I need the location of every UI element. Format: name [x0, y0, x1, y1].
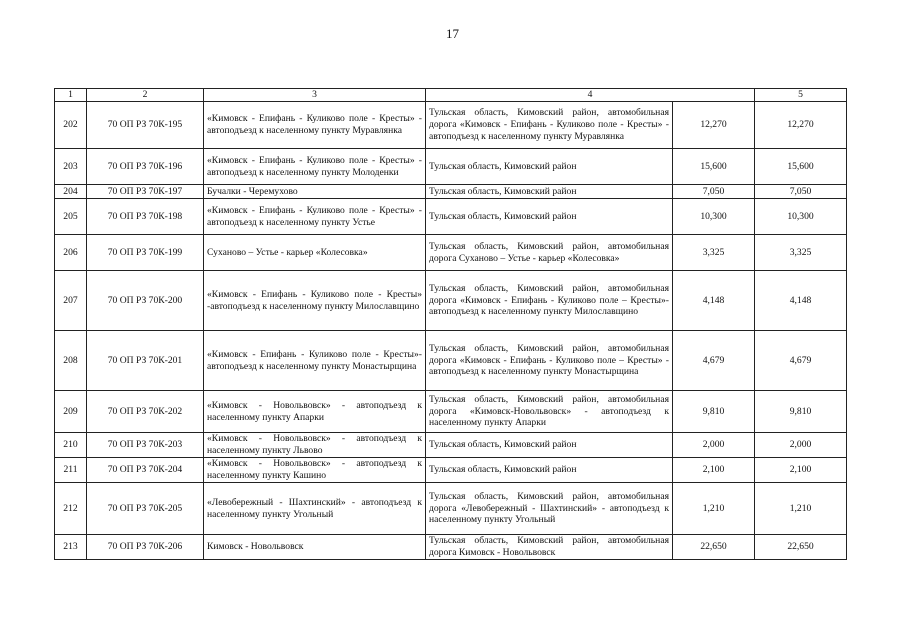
road-id: 70 ОП РЗ 70К-204 [87, 458, 204, 483]
column-header-4: 4 [426, 89, 755, 102]
road-name: «Кимовск - Епифань - Куликово поле - Кресты» - автоподъезд к населенному пункту Молоденки [204, 149, 426, 185]
row-number: 213 [55, 535, 87, 560]
column-header-3: 3 [204, 89, 426, 102]
road-id: 70 ОП РЗ 70К-198 [87, 199, 204, 235]
table-row [55, 535, 847, 560]
road-name: «Кимовск - Епифань - Куликово поле - Кресты» -автоподъезд к населенному пункту Милославщино [204, 271, 426, 331]
road-id: 70 ОП РЗ 70К-203 [87, 433, 204, 458]
road-id: 70 ОП РЗ 70К-202 [87, 391, 204, 433]
row-number: 203 [55, 149, 87, 185]
road-length: 3,325 [673, 235, 755, 271]
road-length: 2,000 [673, 433, 755, 458]
road-length: 1,210 [673, 483, 755, 535]
road-length-total: 3,325 [755, 235, 847, 271]
road-length: 12,270 [673, 102, 755, 149]
row-number: 211 [55, 458, 87, 483]
road-length-total: 9,810 [755, 391, 847, 433]
road-location: Тульская область, Кимовский район, автомобильная дорога «Кимовск - Епифань - Куликово поле - Кресты» - автоподъезд к населенному пункту Муравлянка [426, 102, 673, 149]
road-length-total: 7,050 [755, 185, 847, 199]
road-length-total: 10,300 [755, 199, 847, 235]
table-row [55, 458, 847, 483]
road-length: 2,100 [673, 458, 755, 483]
road-id: 70 ОП РЗ 70К-199 [87, 235, 204, 271]
road-id: 70 ОП РЗ 70К-195 [87, 102, 204, 149]
road-name: «Кимовск - Новольвовск» - автоподъезд к населенному пункту Апарки [204, 391, 426, 433]
row-number: 206 [55, 235, 87, 271]
table-row [55, 391, 847, 433]
road-name: Бучалки - Черемухово [204, 185, 426, 199]
road-id: 70 ОП РЗ 70К-197 [87, 185, 204, 199]
row-number: 204 [55, 185, 87, 199]
road-location: Тульская область, Кимовский район [426, 185, 673, 199]
row-number: 208 [55, 331, 87, 391]
road-name: «Кимовск - Новольвовск» - автоподъезд к населенному пункту Кашино [204, 458, 426, 483]
road-location: Тульская область, Кимовский район [426, 458, 673, 483]
table-row [55, 149, 847, 185]
road-length-total: 12,270 [755, 102, 847, 149]
column-header-1: 1 [55, 89, 87, 102]
road-id: 70 ОП РЗ 70К-200 [87, 271, 204, 331]
road-name: «Левобережный - Шахтинский» - автоподъезд к населенному пункту Угольный [204, 483, 426, 535]
road-name: «Кимовск - Епифань - Куликово поле - Кресты»-автоподъезд к населенному пункту Монастырщина [204, 331, 426, 391]
table-row [55, 483, 847, 535]
road-length-total: 4,148 [755, 271, 847, 331]
table-row [55, 235, 847, 271]
road-length: 4,148 [673, 271, 755, 331]
row-number: 202 [55, 102, 87, 149]
row-number: 212 [55, 483, 87, 535]
road-length: 10,300 [673, 199, 755, 235]
road-length-total: 2,000 [755, 433, 847, 458]
road-name: Кимовск - Новольвовск [204, 535, 426, 560]
table-row [55, 331, 847, 391]
page-number: 17 [446, 26, 459, 41]
table-row [55, 433, 847, 458]
column-header-5: 5 [755, 89, 847, 102]
row-number: 205 [55, 199, 87, 235]
table-row [55, 271, 847, 331]
road-length-total: 4,679 [755, 331, 847, 391]
road-location: Тульская область, Кимовский район [426, 149, 673, 185]
road-id: 70 ОП РЗ 70К-206 [87, 535, 204, 560]
road-location: Тульская область, Кимовский район, автомобильная дорога «Кимовск-Новольвовск» - автоподъезд к населенному пункту Апарки [426, 391, 673, 433]
road-name: «Кимовск - Новольвовск» - автоподъезд к населенному пункту Львово [204, 433, 426, 458]
row-number: 209 [55, 391, 87, 433]
roads-registry-table [54, 88, 847, 560]
road-id: 70 ОП РЗ 70К-201 [87, 331, 204, 391]
road-length: 4,679 [673, 331, 755, 391]
table-row [55, 102, 847, 149]
road-id: 70 ОП РЗ 70К-196 [87, 149, 204, 185]
column-header-2: 2 [87, 89, 204, 102]
road-length: 15,600 [673, 149, 755, 185]
road-length-total: 22,650 [755, 535, 847, 560]
road-name: Суханово – Устье - карьер «Колесовка» [204, 235, 426, 271]
road-location: Тульская область, Кимовский район, автомобильная дорога Суханово – Устье - карьер «Колесовка» [426, 235, 673, 271]
road-length: 7,050 [673, 185, 755, 199]
row-number: 207 [55, 271, 87, 331]
road-name: «Кимовск - Епифань - Куликово поле - Кресты» - автоподъезд к населенному пункту Устье [204, 199, 426, 235]
table-row [55, 185, 847, 199]
road-length: 9,810 [673, 391, 755, 433]
road-location: Тульская область, Кимовский район, автомобильная дорога «Левобережный - Шахтинский» - автоподъезд к населенному пункту Угольный [426, 483, 673, 535]
road-location: Тульская область, Кимовский район, автомобильная дорога «Кимовск - Епифань - Куликово поле – Кресты» - автоподъезд к населенному пункту Монастырщина [426, 331, 673, 391]
road-id: 70 ОП РЗ 70К-205 [87, 483, 204, 535]
road-location: Тульская область, Кимовский район [426, 433, 673, 458]
road-name: «Кимовск - Епифань - Куликово поле - Кресты» - автоподъезд к населенному пункту Муравлянка [204, 102, 426, 149]
table-row [55, 199, 847, 235]
table-header-row [55, 89, 847, 102]
road-length-total: 2,100 [755, 458, 847, 483]
row-number: 210 [55, 433, 87, 458]
road-length-total: 1,210 [755, 483, 847, 535]
road-location: Тульская область, Кимовский район [426, 199, 673, 235]
road-length-total: 15,600 [755, 149, 847, 185]
road-length: 22,650 [673, 535, 755, 560]
road-location: Тульская область, Кимовский район, автомобильная дорога Кимовск - Новольвовск [426, 535, 673, 560]
road-location: Тульская область, Кимовский район, автомобильная дорога «Кимовск - Епифань - Куликово поле – Кресты»-автоподъезд к населенному пункту Милославщино [426, 271, 673, 331]
